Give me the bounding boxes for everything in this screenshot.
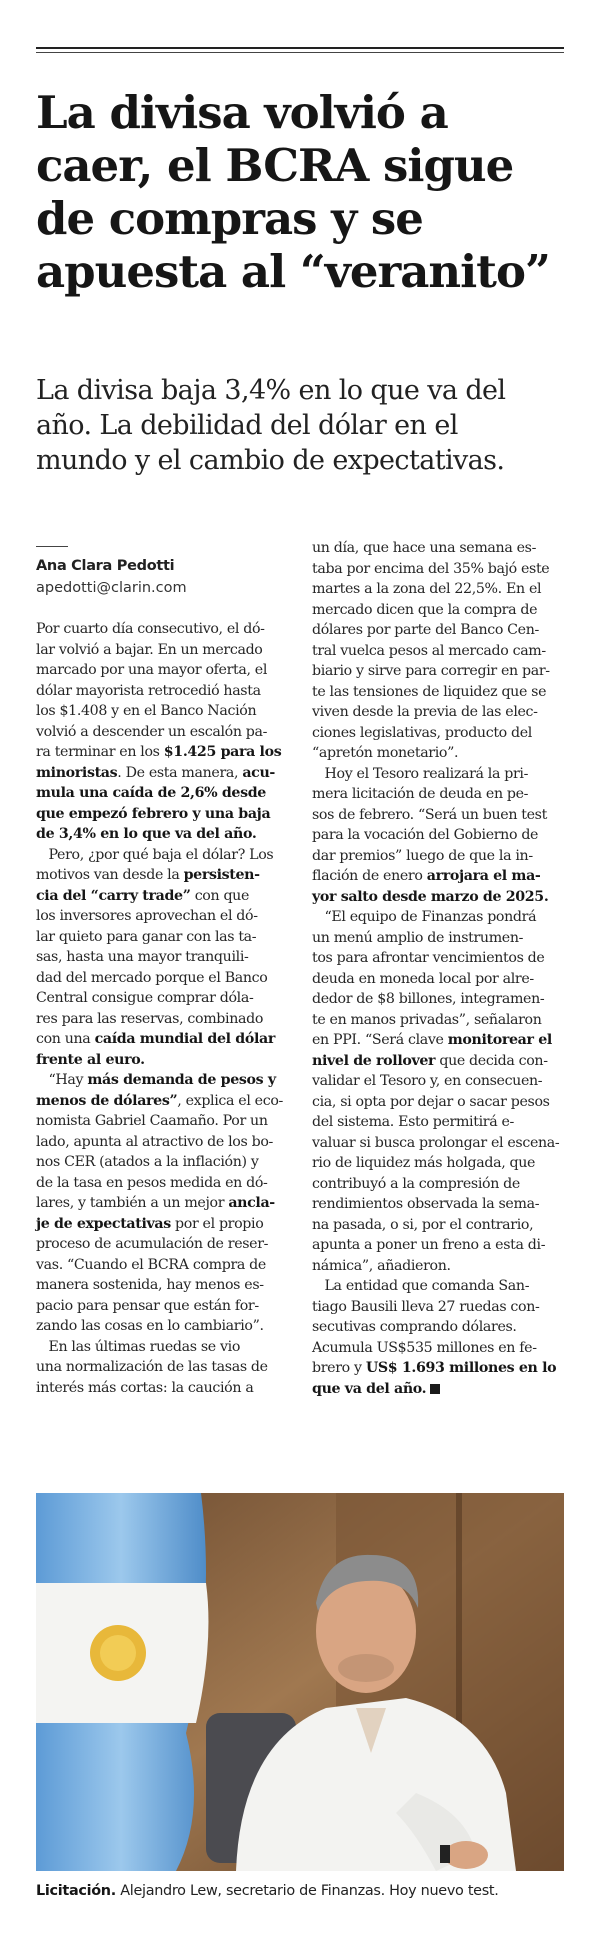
body-line: apunta a poner un freno a esta di- bbox=[312, 1237, 546, 1253]
caption-text: Alejandro Lew, secretario de Finanzas. Hoy nuevo test. bbox=[115, 1883, 499, 1899]
body-line: Central consigue comprar dóla- bbox=[36, 990, 254, 1006]
body-line bbox=[36, 886, 298, 907]
body-line: Por cuarto día consecutivo, el dó- bbox=[36, 621, 265, 637]
body-line: biario y sirve para corregir en par- bbox=[312, 663, 550, 679]
top-rule-thin bbox=[36, 52, 564, 53]
body-line: dad del mercado porque el Banco bbox=[36, 969, 268, 986]
photo-caption bbox=[36, 1883, 499, 1899]
headline-line: caer, el BCRA sigue bbox=[36, 139, 514, 192]
bold-text: US$ 1.693 millones en lo bbox=[365, 1360, 557, 1376]
bold-text: $1.425 para los bbox=[163, 744, 282, 760]
body-line: manera sostenida, hay menos es- bbox=[36, 1277, 264, 1293]
body-text: . De esta manera, bbox=[117, 764, 243, 781]
body-line: marcado por una mayor oferta, el bbox=[36, 662, 268, 678]
top-rule bbox=[36, 47, 564, 49]
body-line: pacio para pensar que están for- bbox=[36, 1297, 259, 1314]
body-line: validar el Tesoro y, en consecuen- bbox=[312, 1073, 543, 1089]
body-line: mera licitación de deuda en pe- bbox=[312, 786, 529, 802]
body-column-left bbox=[36, 619, 298, 1398]
body-line: contribuyó a la compresión de bbox=[312, 1175, 520, 1192]
body-line: tos para afrontar vencimientos de bbox=[312, 950, 545, 966]
body-line: dólar mayorista retrocedió hasta bbox=[36, 682, 261, 699]
body-text: motivos van desde la bbox=[36, 867, 184, 883]
body-line: rendimientos observada la sema- bbox=[312, 1196, 540, 1212]
body-line: “apretón monetario”. bbox=[312, 745, 459, 761]
body-line: secutivas comprando dólares. bbox=[312, 1319, 517, 1335]
body-line bbox=[312, 866, 574, 887]
body-line: interés más cortas: la caución a bbox=[36, 1379, 254, 1396]
body-line: lar volvió a bajar. En un mercado bbox=[36, 641, 263, 658]
body-line: res para las reservas, combinado bbox=[36, 1010, 264, 1027]
author-name: Ana Clara Pedotti bbox=[36, 558, 175, 574]
body-text: en PPI. “Será clave bbox=[312, 1032, 448, 1048]
body-line: zando las cosas en lo cambiario”. bbox=[36, 1318, 264, 1334]
body-line bbox=[312, 887, 574, 908]
bold-text: minoristas bbox=[36, 764, 118, 781]
body-line: taba por encima del 35% bajó este bbox=[312, 560, 550, 577]
body-line: rio de liquidez más holgada, que bbox=[312, 1155, 536, 1171]
body-line: ciones legislativas, producto del bbox=[312, 724, 532, 741]
article-photo bbox=[36, 1493, 564, 1871]
body-line: deuda en moneda local por alre- bbox=[312, 970, 534, 987]
body-text: con que bbox=[190, 887, 250, 904]
body-line: del sistema. Esto permitirá e- bbox=[312, 1114, 514, 1130]
end-mark-icon bbox=[430, 1384, 440, 1394]
headline bbox=[36, 86, 576, 298]
body-line bbox=[36, 1214, 298, 1235]
body-line: En las últimas ruedas se vio bbox=[36, 1338, 241, 1355]
subhead bbox=[36, 373, 576, 478]
body-text: ra terminar en los bbox=[36, 744, 164, 760]
author-email[interactable]: apedotti@clarin.com bbox=[36, 580, 187, 596]
body-line: nos CER (atados a la inflación) y bbox=[36, 1154, 259, 1170]
photo-illustration bbox=[36, 1493, 564, 1871]
bold-text: je de expectativas bbox=[36, 1215, 171, 1232]
body-line: los $1.408 y en el Banco Nación bbox=[36, 703, 257, 719]
body-line: Pero, ¿por qué baja el dólar? Los bbox=[36, 846, 274, 863]
body-line bbox=[312, 1030, 574, 1051]
body-line bbox=[36, 763, 298, 784]
bold-text: acu- bbox=[242, 764, 275, 781]
body-line: cia, si opta por dejar o sacar pesos bbox=[312, 1093, 550, 1110]
body-line: un menú amplio de instrumen- bbox=[312, 929, 524, 946]
body-text: flación de enero bbox=[312, 868, 427, 884]
body-line: un día, que hace una semana es- bbox=[312, 540, 537, 556]
body-text: brero y bbox=[312, 1360, 366, 1376]
subhead-line: La divisa baja 3,4% en lo que va del bbox=[36, 375, 506, 406]
body-line: proceso de acumulación de reser- bbox=[36, 1236, 269, 1252]
headline-line: apuesta al “veranito” bbox=[36, 245, 550, 298]
body-line bbox=[36, 1070, 298, 1091]
body-line bbox=[36, 865, 298, 886]
body-line bbox=[36, 1050, 298, 1071]
body-line bbox=[36, 783, 298, 804]
body-line: dedor de $8 billones, integramen- bbox=[312, 991, 545, 1007]
body-text: por el propio bbox=[170, 1215, 264, 1232]
subhead-line: año. La debilidad del dólar en el bbox=[36, 410, 458, 441]
bold-text: caída mundial del dólar bbox=[94, 1031, 275, 1047]
body-line: tral vuelca pesos al mercado cam- bbox=[312, 642, 546, 659]
bold-text: que empezó febrero y una baja bbox=[36, 805, 271, 822]
headline-line: La divisa volvió a bbox=[36, 86, 448, 139]
body-line: volvió a descender un escalón pa- bbox=[36, 723, 268, 740]
bold-text: nivel de rollover bbox=[312, 1052, 436, 1069]
body-line: vas. “Cuando el BCRA compra de bbox=[36, 1256, 266, 1273]
body-line: Acumula US$535 millones en fe- bbox=[312, 1339, 537, 1356]
body-column-right bbox=[312, 538, 574, 1399]
bold-text: persisten- bbox=[183, 867, 260, 883]
body-line bbox=[312, 1051, 574, 1072]
byline-rule bbox=[36, 546, 68, 547]
body-line: dar premios” luego de que la in- bbox=[312, 847, 533, 864]
body-line: martes a la zona del 22,5%. En el bbox=[312, 581, 542, 597]
body-line: La entidad que comanda San- bbox=[312, 1278, 530, 1294]
bold-text: que va del año. bbox=[312, 1380, 427, 1397]
body-line: na pasada, o si, por el contrario, bbox=[312, 1216, 534, 1233]
body-text: , explica el eco- bbox=[177, 1092, 283, 1109]
body-line: sas, hasta una mayor tranquili- bbox=[36, 949, 249, 965]
caption-label: Licitación. bbox=[36, 1883, 116, 1899]
body-line: námica”, añadieron. bbox=[312, 1257, 451, 1274]
body-line bbox=[36, 1029, 298, 1050]
body-line: viven desde la previa de las elec- bbox=[312, 704, 538, 720]
body-line bbox=[36, 1091, 298, 1112]
bold-text: mula una caída de 2,6% desde bbox=[36, 785, 266, 801]
bold-text: yor salto desde marzo de 2025. bbox=[312, 888, 549, 905]
body-text: “Hay bbox=[36, 1072, 88, 1088]
body-line: nomista Gabriel Caamaño. Por un bbox=[36, 1113, 268, 1129]
body-line: Hoy el Tesoro realizará la pri- bbox=[312, 765, 529, 782]
bold-text: frente al euro. bbox=[36, 1051, 145, 1068]
body-line: una normalización de las tasas de bbox=[36, 1359, 268, 1375]
body-line: los inversores aprovechan el dó- bbox=[36, 908, 258, 924]
body-line: para la vocación del Gobierno de bbox=[312, 827, 539, 843]
bold-text: monitorear el bbox=[447, 1032, 552, 1048]
bold-text: de 3,4% en lo que va del año. bbox=[36, 826, 257, 842]
body-line bbox=[312, 1379, 574, 1400]
body-line: de la tasa en pesos medida en dó- bbox=[36, 1174, 268, 1191]
body-line bbox=[36, 804, 298, 825]
body-line: valuar si busca prolongar el escena- bbox=[312, 1134, 560, 1151]
bold-text: anclа- bbox=[228, 1195, 275, 1211]
body-line: te en manos privadas”, señalaron bbox=[312, 1011, 542, 1028]
body-text: lares, y también a un mejor bbox=[36, 1195, 229, 1211]
headline-line: de compras y se bbox=[36, 192, 423, 245]
body-text: que decida con- bbox=[435, 1052, 548, 1069]
body-line: lar quieto para ganar con las ta- bbox=[36, 928, 257, 945]
subhead-line: mundo y el cambio de expectativas. bbox=[36, 445, 505, 476]
body-text: con una bbox=[36, 1031, 95, 1047]
body-line bbox=[312, 1358, 574, 1379]
bold-text: menos de dólares” bbox=[36, 1092, 178, 1109]
body-line: mercado dicen que la compra de bbox=[312, 601, 538, 618]
body-line: “El equipo de Finanzas pondrá bbox=[312, 909, 537, 925]
body-line: lado, apunta al atractivo de los bo- bbox=[36, 1133, 273, 1150]
body-line bbox=[36, 1193, 298, 1214]
body-line: sos de febrero. “Será un buen test bbox=[312, 806, 547, 823]
body-line bbox=[36, 742, 298, 763]
body-line: te las tensiones de liquidez que se bbox=[312, 683, 547, 700]
bold-text: más demanda de pesos y bbox=[87, 1072, 276, 1088]
body-line bbox=[36, 824, 298, 845]
bold-text: cia del “carry trade” bbox=[36, 887, 191, 904]
body-line: tiago Bausili lleva 27 ruedas con- bbox=[312, 1298, 540, 1315]
body-line: dólares por parte del Banco Cen- bbox=[312, 622, 539, 638]
bold-text: arrojara el ma- bbox=[426, 868, 541, 884]
